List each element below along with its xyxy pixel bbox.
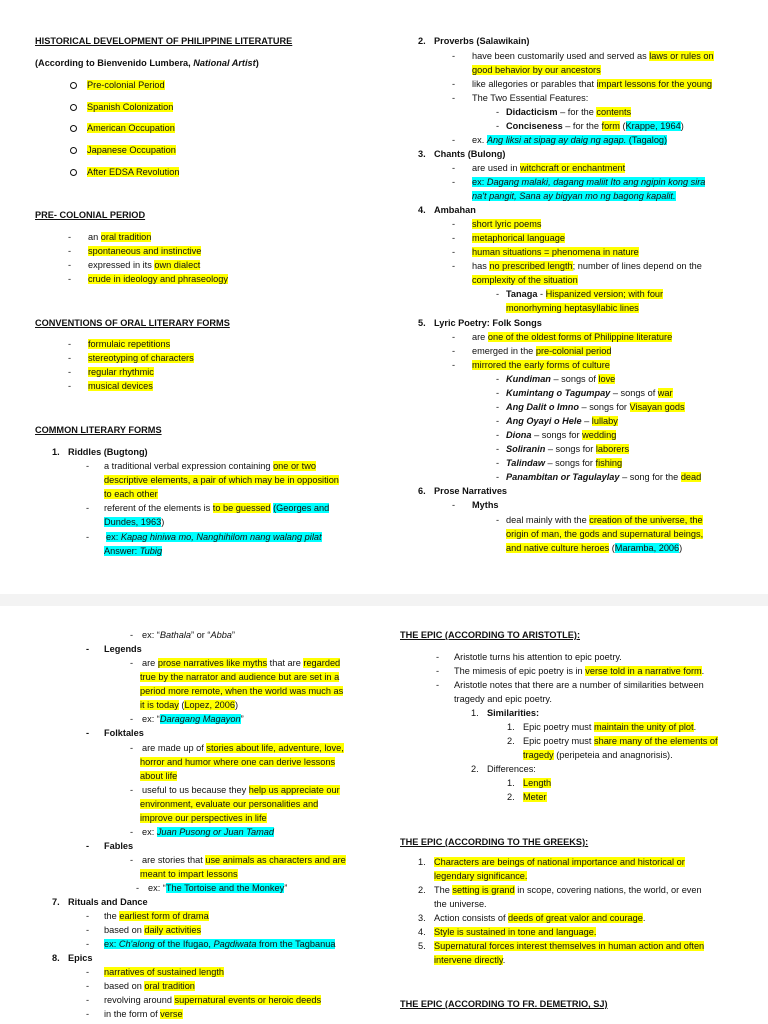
list-item: - like allegories or parables that impart lessons for the young bbox=[452, 79, 713, 89]
document-title: HISTORICAL DEVELOPMENT OF PHILIPPINE LITERATURE bbox=[35, 36, 293, 46]
list-item: - Folktales bbox=[86, 728, 144, 738]
period-item: After EDSA Revolution bbox=[70, 166, 179, 178]
numbered-heading: 6. Prose Narratives bbox=[418, 486, 508, 496]
page-separator bbox=[0, 594, 768, 606]
section-heading-demetrio: THE EPIC (ACCORDING TO FR. DEMETRIO, SJ) bbox=[400, 999, 608, 1009]
list-item: - ex: Ch'along of the Ifugao, Pagdiwata from the Tagbanua bbox=[86, 939, 336, 949]
list-item: - useful to us because they help us appreciate our bbox=[130, 785, 340, 795]
list-item: - ex: Dagang malaki, dagang maliit Ito ang ngipin kong sira bbox=[452, 177, 706, 187]
numbered-heading: 7. Rituals and Dance bbox=[52, 897, 148, 907]
list-item: - ex: “The Tortoise and the Monkey” bbox=[136, 883, 288, 893]
list-item: - referent of the elements is to be guessed (Georges and bbox=[86, 503, 330, 513]
list-item: - ex: Juan Pusong or Juan Tamad bbox=[130, 827, 274, 837]
song-item: - Soliranin – songs for laborers bbox=[496, 444, 630, 454]
list-item-cont: true by the narrator and audience but are set in a bbox=[140, 672, 340, 682]
list-item: - are one of the oldest forms of Philippine literature bbox=[452, 332, 673, 342]
song-item: - Kundiman – songs of love bbox=[496, 374, 616, 384]
list-item: - the earliest form of drama bbox=[86, 911, 209, 921]
list-item: - ex: Kapag hiniwa mo, Nanghihilom nang walang pilat bbox=[86, 532, 322, 542]
section-heading-precolonial: PRE- COLONIAL PERIOD bbox=[35, 210, 146, 220]
list-item-cont: environment, evaluate our personalities and bbox=[140, 799, 319, 809]
circle-bullet-icon bbox=[70, 169, 77, 176]
list-item-cont: about life bbox=[140, 771, 178, 781]
section-heading-greeks: THE EPIC (ACCORDING TO THE GREEKS): bbox=[400, 837, 589, 847]
list-item: - Legends bbox=[86, 644, 142, 654]
document-subtitle: (According to Bienvenido Lumbera, National Artist) bbox=[35, 58, 259, 68]
list-item-cont: good behavior by our ancestors bbox=[472, 65, 601, 75]
song-item: - Talindaw – songs for fishing bbox=[496, 458, 623, 468]
circle-bullet-icon bbox=[70, 104, 77, 111]
numbered-heading: 4. Ambahan bbox=[418, 205, 476, 215]
period-item: American Occupation bbox=[70, 122, 175, 134]
numbered-item: 4. Style is sustained in tone and language. bbox=[418, 927, 597, 937]
list-item: - are stories that use animals as characters and are bbox=[130, 855, 346, 865]
page-two bbox=[0, 606, 768, 1024]
list-item: - expressed in its own dialect bbox=[68, 260, 201, 270]
list-item-cont: to each other bbox=[104, 489, 158, 499]
list-item: - Tanaga - Hispanized version; with four bbox=[496, 289, 664, 299]
list-item: - ex: “Daragang Magayon” bbox=[130, 714, 244, 724]
section-heading-aristotle: THE EPIC (ACCORDING TO ARISTOTLE): bbox=[400, 630, 581, 640]
list-item: - crude in ideology and phraseology bbox=[68, 274, 228, 284]
list-item: - Aristotle notes that there are a number of similarities between bbox=[436, 680, 704, 690]
list-item: - Didacticism – for the contents bbox=[496, 107, 632, 117]
numbered-heading: 1. Riddles (Bugtong) bbox=[52, 447, 148, 457]
list-item-cont: tragedy and epic poetry. bbox=[454, 694, 552, 704]
list-item: - Fables bbox=[86, 841, 134, 851]
list-item: - based on oral tradition bbox=[86, 981, 195, 991]
circle-bullet-icon bbox=[70, 125, 77, 132]
list-item: - formulaic repetitions bbox=[68, 339, 171, 349]
period-item: Spanish Colonization bbox=[70, 101, 173, 113]
circle-bullet-icon bbox=[70, 147, 77, 154]
list-item: - revolving around supernatural events or heroic deeds bbox=[86, 995, 322, 1005]
list-item: - human situations = phenomena in nature bbox=[452, 247, 639, 257]
list-item: - stereotyping of characters bbox=[68, 353, 194, 363]
numbered-heading: 3. Chants (Bulong) bbox=[418, 149, 506, 159]
list-item: - regular rhythmic bbox=[68, 367, 154, 377]
list-item: - are made up of stories about life, adventure, love, bbox=[130, 743, 344, 753]
numbered-heading: 5. Lyric Poetry: Folk Songs bbox=[418, 318, 542, 328]
list-item: - a traditional verbal expression containing one or two bbox=[86, 461, 316, 471]
list-item: - spontaneous and instinctive bbox=[68, 246, 202, 256]
period-item: Pre-colonial Period bbox=[70, 79, 165, 91]
song-item: - Ang Oyayi o Hele – lullaby bbox=[496, 416, 618, 426]
section-heading-conventions: CONVENTIONS OF ORAL LITERARY FORMS bbox=[35, 318, 230, 328]
section-heading-common: COMMON LITERARY FORMS bbox=[35, 425, 162, 435]
list-item: - The mimesis of epic poetry is in verse told in a narrative form. bbox=[436, 666, 705, 676]
song-item: - Kumintang o Tagumpay – songs of war bbox=[496, 388, 673, 398]
list-item: - deal mainly with the creation of the universe, the bbox=[496, 515, 703, 525]
list-item-cont: legendary significance. bbox=[434, 871, 528, 881]
list-item: - have been customarily used and served as laws or rules on bbox=[452, 51, 714, 61]
list-item: - are prose narratives like myths that are regarded bbox=[130, 658, 341, 668]
song-item: - Ang Dalit o Imno – songs for Visayan gods bbox=[496, 402, 685, 412]
list-item: - in the form of verse bbox=[86, 1009, 183, 1019]
numbered-item: 1. Characters are beings of national importance and historical or bbox=[418, 857, 685, 867]
numbered-item: 2. Epic poetry must share many of the elements of bbox=[507, 736, 718, 746]
numbered-item: 1. Length bbox=[507, 778, 552, 788]
numbered-heading: 2. Proverbs (Salawikain) bbox=[418, 36, 530, 46]
list-item-cont: origin of man, the gods and supernatural beings, bbox=[506, 529, 704, 539]
numbered-item: 1. Epic poetry must maintain the unity of plot. bbox=[507, 722, 697, 732]
list-item-cont: Dundes, 1963) bbox=[104, 517, 165, 527]
list-item-cont: Answer: Tubig bbox=[104, 546, 163, 556]
list-item: - short lyric poems bbox=[452, 219, 542, 229]
numbered-item: 5. Supernatural forces interest themselves in human action and often bbox=[418, 941, 705, 951]
song-item: - Panambitan or Tagulaylay – song for the dead bbox=[496, 472, 702, 482]
list-item-cont: na't pangit, Sana ay bigyan mo ng bagong kapalit. bbox=[472, 191, 676, 201]
list-item: - mirrored the early forms of culture bbox=[452, 360, 610, 370]
numbered-item: 2. Differences: bbox=[471, 764, 536, 774]
list-item-cont: improve our perspectives in life bbox=[140, 813, 267, 823]
list-item-cont: descriptive elements, a pair of which may be in opposition bbox=[104, 475, 339, 485]
numbered-item: 2. The setting is grand in scope, covering nations, the world, or even bbox=[418, 885, 702, 895]
list-item: - metaphorical language bbox=[452, 233, 565, 243]
numbered-item: 1. Similarities: bbox=[471, 708, 540, 718]
list-item-cont: period more remote, when the world was much as bbox=[140, 686, 344, 696]
list-item: - has no prescribed length; number of lines depend on the bbox=[452, 261, 702, 271]
list-item: - based on daily activities bbox=[86, 925, 202, 935]
list-item-cont: the universe. bbox=[434, 899, 487, 909]
list-item: - Conciseness – for the form (Krappe, 1964) bbox=[496, 121, 684, 131]
numbered-item: 3. Action consists of deeds of great valor and courage. bbox=[418, 913, 646, 923]
list-item: - ex. Ang liksi at sipag ay daig ng agap. (Tagalog) bbox=[452, 135, 668, 145]
list-item: - musical devices bbox=[68, 381, 153, 391]
song-item: - Diona – songs for wedding bbox=[496, 430, 617, 440]
list-item-cont: and native culture heroes (Maramba, 2006) bbox=[506, 543, 683, 553]
list-item: - Aristotle turns his attention to epic poetry. bbox=[436, 652, 622, 662]
list-item: - Myths bbox=[452, 500, 499, 510]
list-item: - are used in witchcraft or enchantment bbox=[452, 163, 626, 173]
list-item: - ex: “Bathala” or “Abba” bbox=[130, 630, 235, 640]
list-item-cont: tragedy (peripeteia and anagnorisis). bbox=[523, 750, 673, 760]
list-item: - an oral tradition bbox=[68, 232, 152, 242]
list-item: - The Two Essential Features: bbox=[452, 93, 589, 103]
list-item: - emerged in the pre-colonial period bbox=[452, 346, 612, 356]
list-item-cont: intervene directly. bbox=[434, 955, 506, 965]
period-item: Japanese Occupation bbox=[70, 144, 176, 156]
numbered-heading: 8. Epics bbox=[52, 953, 93, 963]
circle-bullet-icon bbox=[70, 82, 77, 89]
numbered-item: 2. Meter bbox=[507, 792, 547, 802]
list-item-cont: horror and humor where one can derive lessons bbox=[140, 757, 336, 767]
list-item-cont: monorhyming heptasyllabic lines bbox=[506, 303, 639, 313]
list-item: - narratives of sustained length bbox=[86, 967, 225, 977]
list-item-cont: complexity of the situation bbox=[472, 275, 578, 285]
list-item-cont: meant to impart lessons bbox=[140, 869, 238, 879]
list-item-cont: it is today (Lopez, 2006) bbox=[140, 700, 239, 710]
